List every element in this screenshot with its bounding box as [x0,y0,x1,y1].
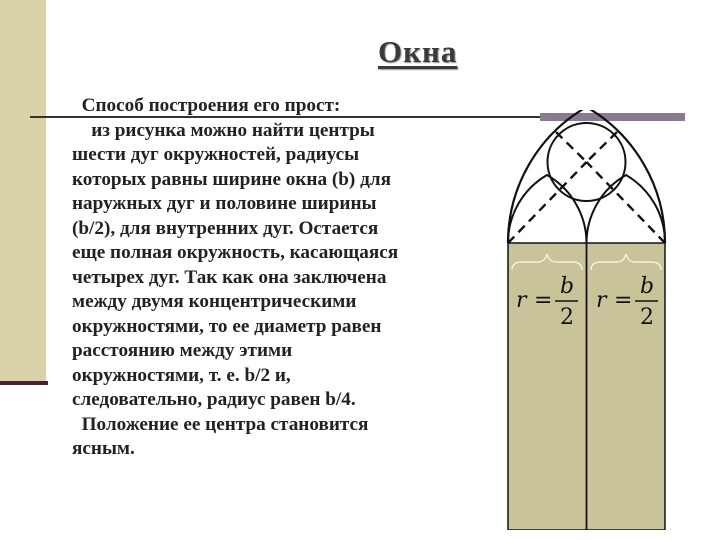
decorative-side-bar-line [0,381,48,385]
paragraph-line: ясным. [72,438,135,459]
paragraph-line: четырех дуг. Так как она заключена [72,266,387,288]
formula-numerator: b [640,274,655,299]
paragraph-line: расстоянию между этими [72,340,293,361]
paragraph-line: Положение ее центра становится [72,413,369,435]
formula-eq: = [534,288,553,313]
formula-numerator: b [560,274,575,299]
slide-title: Окна [378,34,458,69]
paragraph-line: которых равны ширине окна (b) для [72,168,391,190]
formula-eq: = [614,288,633,313]
paragraph-line: (b/2), для внутренних дуг. Остается [72,217,379,239]
outer-arch [508,110,665,243]
paragraph-line: шести дуг окружностей, радиусы [72,144,360,165]
decorative-side-bar [0,0,46,383]
body-paragraph [72,94,492,462]
formula-r: r [596,288,607,313]
formula-denominator: 2 [640,305,654,330]
paragraph-line: окружностями, т. е. b/2 и, [72,364,291,386]
paragraph-line: еще полная окружность, касающаяся [72,242,399,263]
paragraph-line: между двумя концентрическими [72,291,357,312]
paragraph-line: Способ построения его прост: [72,95,341,116]
paragraph-line: наружных дуг и половине ширины [72,193,377,214]
paragraph-line: окружностями, то ее диаметр равен [72,315,382,337]
gothic-window-diagram [500,110,675,530]
paragraph-line: следовательно, радиус равен b/4. [72,389,356,410]
formula-denominator: 2 [560,305,574,330]
paragraph-line: из рисунка можно найти центры [72,119,375,141]
formula-r: r [516,288,527,313]
